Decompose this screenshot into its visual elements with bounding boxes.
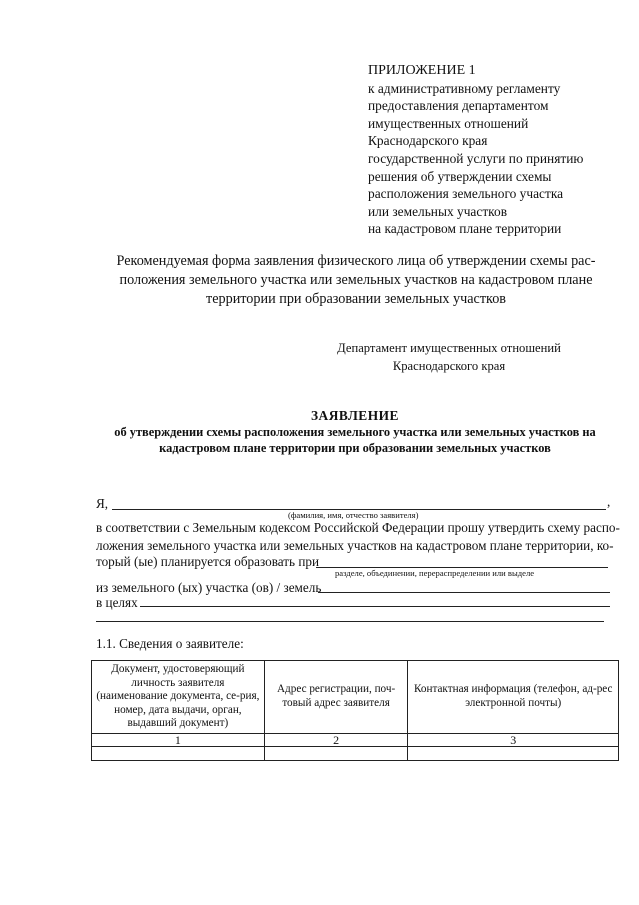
column-header-contact: Контактная информация (телефон, ад-рес электронной почты) xyxy=(408,661,619,734)
appendix-title: ПРИЛОЖЕНИЕ 1 xyxy=(368,63,476,78)
appendix-line: решения об утверждении схемы xyxy=(368,168,552,184)
identity-document-cell[interactable] xyxy=(92,746,265,760)
appendix-line: предоставления департаментом xyxy=(368,98,549,114)
address-cell[interactable] xyxy=(264,746,408,760)
column-number: 1 xyxy=(92,733,265,746)
from-plots-field[interactable] xyxy=(318,592,610,593)
applicant-section-label: 1.1. Сведения о заявителе: xyxy=(96,636,244,651)
column-number: 3 xyxy=(408,733,619,746)
table-header-row xyxy=(92,661,619,734)
from-plots-label: из земельного (ых) участка (ов) / земель xyxy=(96,580,322,595)
contact-cell[interactable] xyxy=(408,746,619,760)
table-number-row xyxy=(92,733,619,746)
recipient-line-2: Краснодарского края xyxy=(392,359,506,373)
planned-label: торый (ые) планируется образовать при xyxy=(96,554,320,569)
purpose-field[interactable] xyxy=(140,606,610,607)
appendix-line: государственной услуги по принятию xyxy=(368,150,584,166)
applicant-info-table xyxy=(91,660,619,761)
appendix-line: имущественных отношений xyxy=(368,115,529,131)
column-header-address: Адрес регистрации, поч-товый адрес заявителя xyxy=(264,661,408,734)
recipient-line-1: Департамент имущественных отношений xyxy=(337,341,561,355)
statement-title: ЗАЯВЛЕНИЕ xyxy=(310,408,399,423)
request-paragraph xyxy=(96,519,620,554)
statement-heading xyxy=(94,407,616,456)
recommended-form-line: положения земельного участка или земельных участков на кадастровом плане xyxy=(119,272,593,288)
name-hint: (фамилия, имя, отчество заявителя) xyxy=(288,510,419,520)
recommended-form-line: Рекомендуемая форма заявления физического лица об утверждении схемы рас- xyxy=(116,253,596,269)
purpose-field-continuation[interactable] xyxy=(96,621,604,622)
recommended-form-line: территории при образовании земельных участков xyxy=(206,291,506,307)
table-row xyxy=(92,746,619,760)
statement-subtitle-line-1: об утверждении схемы расположения земельного участка или земельных участков на xyxy=(114,425,596,439)
appendix-line: расположения земельного участка xyxy=(368,186,564,202)
appendix-block xyxy=(368,62,628,238)
request-line: в соответствии с Земельным кодексом Российской Федерации прошу утвердить схему распо- xyxy=(96,520,620,535)
recipient-block xyxy=(330,339,568,375)
appendix-line: или земельных участков xyxy=(368,203,508,219)
appendix-line: к административному регламенту xyxy=(368,80,561,96)
recommended-form-title xyxy=(92,252,620,309)
statement-subtitle-line-2: кадастровом плане территории при образовании земельных участков xyxy=(159,441,551,455)
column-number: 2 xyxy=(264,733,408,746)
appendix-line: Краснодарского края xyxy=(368,133,488,149)
purpose-label: в целях xyxy=(96,595,138,610)
i-label: Я, xyxy=(96,496,109,511)
column-header-identity-document: Документ, удостоверяющий личность заявителя (наименование документа, се-рия, номер, дата выдачи, орган, выдавший документ) xyxy=(92,661,265,734)
name-comma: , xyxy=(607,494,611,509)
appendix-line: на кадастровом плане территории xyxy=(368,221,562,237)
planned-hint: разделе, объединении, перераспределении или выделе xyxy=(335,568,535,578)
request-line: ложения земельного участка или земельных участков на кадастровом плане территории, ко- xyxy=(96,537,614,553)
